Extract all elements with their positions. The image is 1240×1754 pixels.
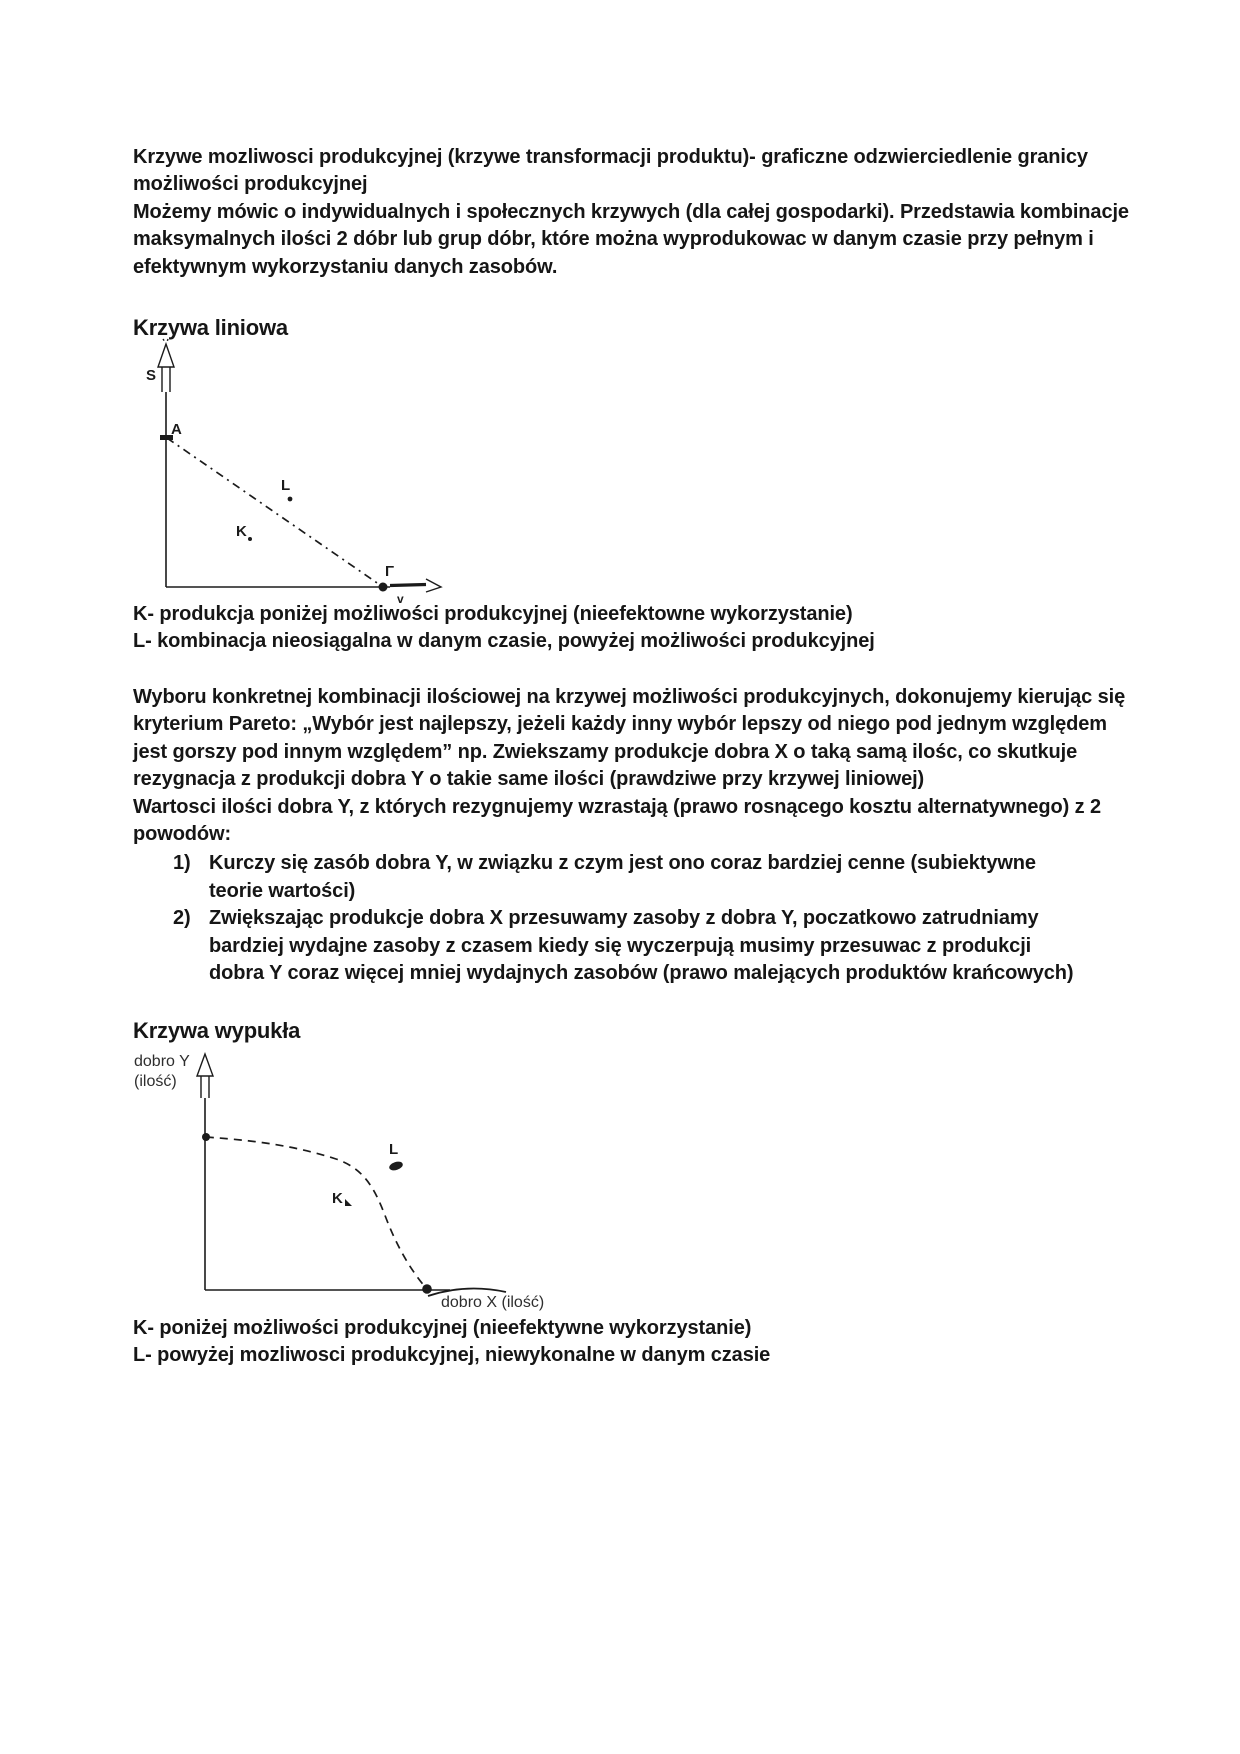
linear-curve-diagram [138, 338, 468, 616]
x-arrow-mark-label: v [397, 592, 404, 606]
point-k-label: K [236, 523, 247, 540]
list-item [133, 905, 1138, 987]
list-item [133, 850, 1138, 905]
y-intercept-marker [202, 1133, 210, 1141]
convex-section-heading: Krzywa wypukła [133, 1018, 301, 1043]
linear-section-heading: Krzywa liniowa [133, 315, 288, 340]
y-axis-arrow-icon [197, 1054, 213, 1098]
x-end-mark-label: Γ [385, 563, 395, 580]
intro-title-rest: graficzne odzwierciedlenie granicy możliwości produkcyjnej [133, 146, 1088, 196]
x-axis-label: dobro X (ilość) [441, 1294, 545, 1311]
linear-legend [133, 601, 1133, 656]
y-axis-arrow-icon [158, 339, 174, 392]
intro-title-bold: Krzywe mozliwosci produkcyjnej (krzywe transformacji produktu)- [133, 146, 756, 168]
ppf-curve [206, 1137, 426, 1288]
point-l-marker [388, 1160, 404, 1172]
point-a-label: A [171, 421, 182, 438]
pareto-paragraph-2: Wartosci ilości dobra Y, z których rezygnujemy wzrastają (prawo rosnącego kosztu alternatywnego) z 2 powodów: [133, 795, 1102, 845]
x-intercept-marker [379, 583, 388, 592]
y-axis-label-line1: dobro Y [134, 1053, 190, 1070]
point-k-arrow-icon [345, 1199, 352, 1206]
list-item-number: 1) [173, 852, 191, 875]
intro-body: Możemy mówic o indywidualnych i społecznych krzywych (dla całej gospodarki). Przedstawia kombinacje maksymalnych ilości 2 dóbr lub grup dóbr, które można wyprodukowac w danym czasie przy pełnym i efektywnym wykorzystaniu danych zasobów. [133, 200, 1129, 278]
point-l-marker [288, 497, 293, 502]
x-axis-arrow-icon [390, 579, 441, 592]
point-k-label: K [332, 1190, 343, 1207]
point-k-marker [248, 537, 252, 541]
convex-legend [133, 1315, 1133, 1370]
convex-curve-diagram [128, 1046, 558, 1318]
pareto-block [133, 684, 1138, 987]
list-item-text: Zwiększając produkcje dobra X przesuwamy zasoby z dobra Y, poczatkowo zatrudniamy bardziej wydajne zasoby z czasem kiedy się wyczerpują musimy przesuwac z produkcji dobra Y coraz więcej mniej wydajnych zasobów (prawo malejących produktów krańcowych) [209, 907, 1074, 984]
point-l-label: L [389, 1141, 399, 1158]
convex-legend-l: L- powyżej mozliwosci produkcyjnej, niewykonalne w danym czasie [133, 1344, 771, 1367]
intro-paragraph [133, 144, 1133, 281]
list-item-text: Kurczy się zasób dobra Y, w związku z czym jest ono coraz bardziej cenne (subiektywne teorie wartości) [209, 852, 1036, 902]
linear-legend-k: K- produkcja poniżej możliwości produkcyjnej (nieefektowne wykorzystanie) [133, 603, 853, 625]
reasons-list [133, 850, 1138, 987]
pareto-paragraph-1: Wyboru konkretnej kombinacji ilościowej na krzywej możliwości produkcyjnych, dokonujemy kierując się kryterium Pareto: „Wybór jest najlepszy, jeżeli każdy inny wybór lepszy od niego pod jednym względem jest gorszy pod innym względem” np. Zwiekszamy produkcje dobra X o taką samą ilośc, co skutkuje rezygnacja z produkcji dobra Y o takie same ilości (prawdziwe przy krzywej liniowej) [133, 686, 1126, 791]
linear-legend-l: L- kombinacja nieosiągalna w danym czasie, powyżej możliwości produkcyjnej [133, 630, 875, 653]
list-item-number: 2) [173, 907, 191, 930]
point-l-label: L [281, 477, 291, 494]
y-axis-label-line2: (ilość) [134, 1073, 177, 1090]
y-axis-mark-label: S [146, 367, 157, 384]
x-intercept-marker [422, 1284, 432, 1294]
convex-legend-k: K- poniżej możliwości produkcyjnej (nieefektywne wykorzystanie) [133, 1317, 752, 1339]
ppf-line [167, 438, 383, 587]
